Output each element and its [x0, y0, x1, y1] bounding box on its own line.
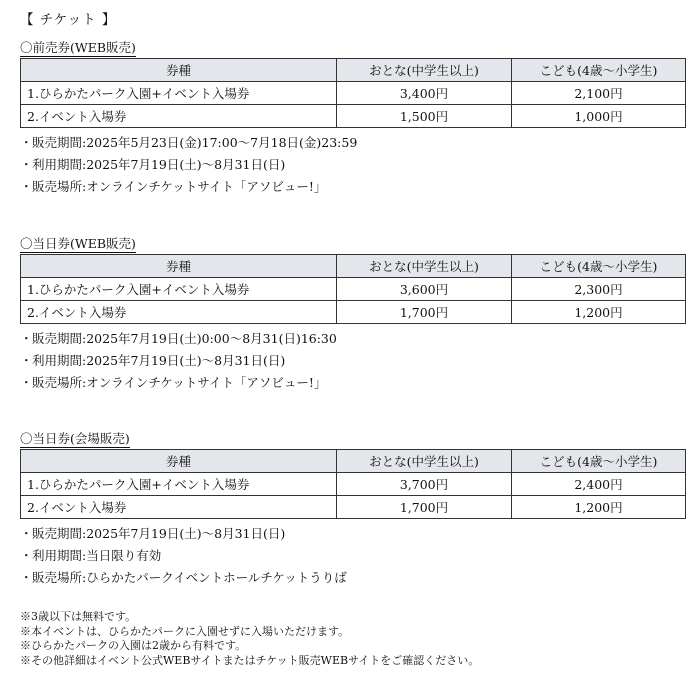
ticket-price-table — [20, 254, 686, 324]
bullet-mark: ・ — [20, 548, 33, 563]
bullet-mark: ・ — [20, 135, 33, 150]
section-advance-web — [20, 40, 685, 198]
child-price-cell: 2,400円 — [512, 473, 686, 496]
adult-price-cell: 1,700円 — [337, 496, 512, 519]
header-adult: おとな(中学生以上) — [337, 59, 512, 82]
info-sales-period — [20, 328, 685, 350]
child-price-cell: 1,000円 — [512, 105, 686, 128]
info-text: 販売場所:ひらかたパークイベントホールチケットうりば — [32, 570, 347, 585]
ticket-price-table — [20, 58, 686, 128]
info-usage-period — [20, 350, 685, 372]
bullet-mark: ・ — [20, 353, 33, 368]
ticket-type-cell: 2.イベント入場券 — [21, 496, 337, 519]
info-list — [20, 328, 685, 394]
section-title: 〇当日券(会場販売) — [20, 431, 130, 446]
footnotes — [20, 610, 685, 668]
info-usage-period — [20, 545, 685, 567]
bullet-mark: ・ — [20, 526, 33, 541]
info-usage-period — [20, 154, 685, 176]
child-price-cell: 2,300円 — [512, 278, 686, 301]
child-price-cell: 1,200円 — [512, 301, 686, 324]
section-title: 〇前売券(WEB販売) — [20, 40, 136, 55]
info-sales-location — [20, 372, 685, 394]
header-adult: おとな(中学生以上) — [337, 255, 512, 278]
info-text: 販売場所:オンラインチケットサイト「アソビュー!」 — [32, 375, 327, 390]
table-row — [21, 278, 686, 301]
table-row — [21, 82, 686, 105]
info-text: 販売場所:オンラインチケットサイト「アソビュー!」 — [32, 179, 327, 194]
table-header-row — [21, 255, 686, 278]
info-text: 販売期間:2025年7月19日(土)0:00〜8月31(日)16:30 — [32, 331, 337, 346]
ticket-info-page — [20, 10, 685, 667]
section-same-day-web — [20, 236, 685, 394]
ticket-type-cell: 1.ひらかたパーク入園+イベント入場券 — [21, 82, 337, 105]
ticket-type-cell: 2.イベント入場券 — [21, 301, 337, 324]
info-text: 利用期間:2025年7月19日(土)〜8月31日(日) — [32, 157, 286, 172]
table-header-row — [21, 450, 686, 473]
bullet-mark: ・ — [20, 570, 33, 585]
ticket-price-table — [20, 449, 686, 519]
header-ticket-type: 券種 — [21, 255, 337, 278]
child-price-cell: 2,100円 — [512, 82, 686, 105]
info-sales-period — [20, 132, 685, 154]
bullet-mark: ・ — [20, 179, 33, 194]
table-header-row — [21, 59, 686, 82]
header-adult: おとな(中学生以上) — [337, 450, 512, 473]
ticket-type-cell: 1.ひらかたパーク入園+イベント入場券 — [21, 278, 337, 301]
adult-price-cell: 3,400円 — [337, 82, 512, 105]
table-row — [21, 105, 686, 128]
info-sales-location — [20, 176, 685, 198]
footnote: ※その他詳細はイベント公式WEBサイトまたはチケット販売WEBサイトをご確認ください。 — [20, 653, 480, 667]
bullet-mark: ・ — [20, 331, 33, 346]
table-row — [21, 301, 686, 324]
header-ticket-type: 券種 — [21, 450, 337, 473]
info-text: 利用期間:当日限り有効 — [32, 548, 162, 563]
section-same-day-venue — [20, 431, 685, 589]
info-text: 利用期間:2025年7月19日(土)〜8月31日(日) — [32, 353, 286, 368]
footnote: ※本イベントは、ひらかたパークに入園せずに入場いただけます。 — [20, 624, 350, 638]
child-price-cell: 1,200円 — [512, 496, 686, 519]
header-ticket-type: 券種 — [21, 59, 337, 82]
adult-price-cell: 3,700円 — [337, 473, 512, 496]
footnote: ※ひらかたパークの入園は2歳から有料です。 — [20, 639, 247, 652]
adult-price-cell: 1,700円 — [337, 301, 512, 324]
footnote: ※3歳以下は無料です。 — [20, 610, 137, 623]
adult-price-cell: 1,500円 — [337, 105, 512, 128]
ticket-type-cell: 1.ひらかたパーク入園+イベント入場券 — [21, 473, 337, 496]
ticket-type-cell: 2.イベント入場券 — [21, 105, 337, 128]
info-list — [20, 523, 685, 589]
info-text: 販売期間:2025年5月23日(金)17:00〜7月18日(金)23:59 — [32, 135, 358, 150]
info-text: 販売期間:2025年7月19日(土)〜8月31日(日) — [32, 526, 286, 541]
adult-price-cell: 3,600円 — [337, 278, 512, 301]
bullet-mark: ・ — [20, 157, 33, 172]
header-child: こども(4歳〜小学生) — [512, 59, 686, 82]
header-child: こども(4歳〜小学生) — [512, 255, 686, 278]
info-sales-period — [20, 523, 685, 545]
section-title: 〇当日券(WEB販売) — [20, 236, 136, 251]
table-row — [21, 496, 686, 519]
ticket-heading: 【 チケット 】 — [20, 12, 117, 28]
table-row — [21, 473, 686, 496]
info-list — [20, 132, 685, 198]
bullet-mark: ・ — [20, 375, 33, 390]
header-child: こども(4歳〜小学生) — [512, 450, 686, 473]
info-sales-location — [20, 567, 685, 589]
